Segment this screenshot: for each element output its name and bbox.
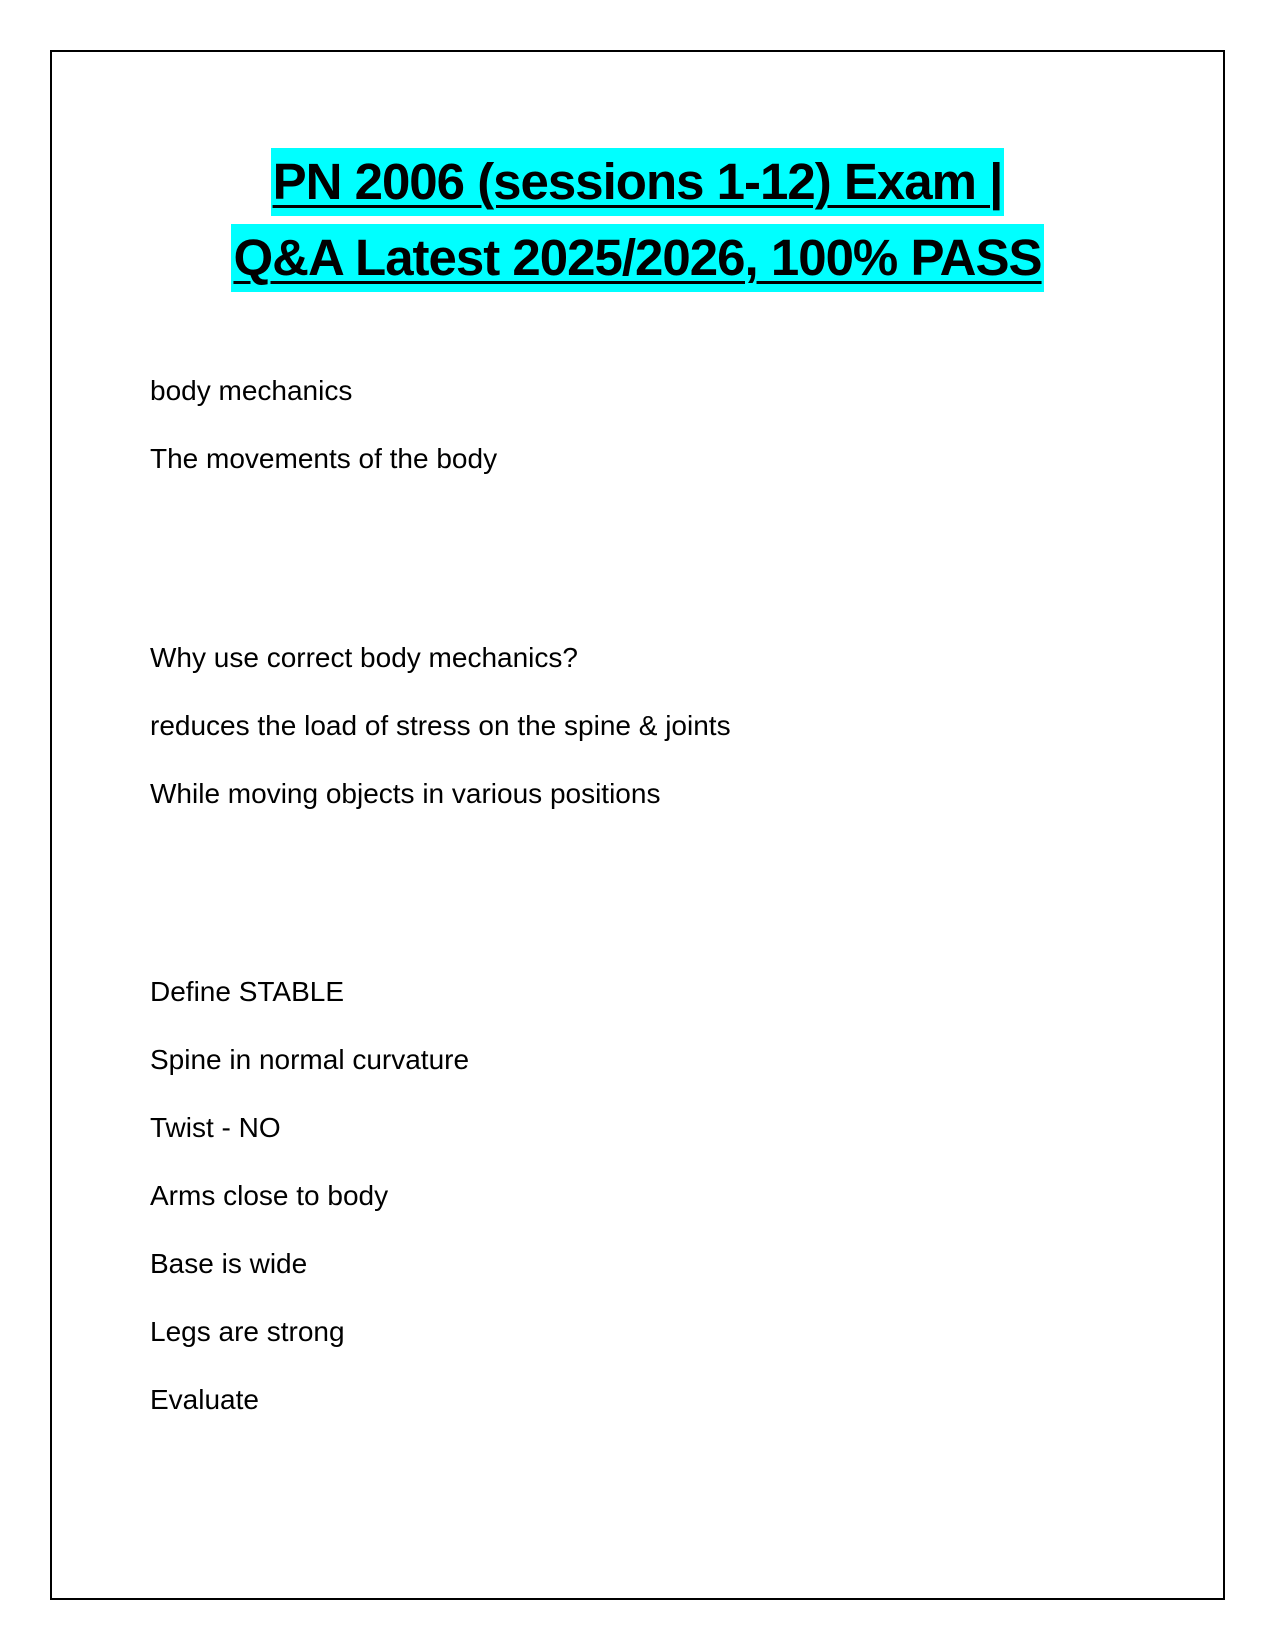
answer-text: Evaluate xyxy=(150,1384,259,1415)
title-line-1: PN 2006 (sessions 1-12) Exam | xyxy=(271,148,1005,216)
document-title xyxy=(50,148,1225,292)
qa-section-define-stable xyxy=(150,975,1150,1451)
question-text: body mechanics xyxy=(150,375,353,406)
title-line-2: Q&A Latest 2025/2026, 100% PASS xyxy=(231,224,1043,292)
question-text: Define STABLE xyxy=(150,976,345,1007)
answer-text: While moving objects in various positions xyxy=(150,778,661,809)
question-text: Why use correct body mechanics? xyxy=(150,642,578,673)
qa-section-body-mechanics xyxy=(150,374,1150,510)
answer-text: Base is wide xyxy=(150,1248,308,1279)
answer-text: Legs are strong xyxy=(150,1316,345,1347)
qa-section-why-body-mechanics xyxy=(150,641,1150,845)
answer-text: Arms close to body xyxy=(150,1180,389,1211)
answer-text: Twist - NO xyxy=(150,1112,281,1143)
answer-text: Spine in normal curvature xyxy=(150,1044,470,1075)
answer-text: reduces the load of stress on the spine & joints xyxy=(150,710,731,741)
answer-text: The movements of the body xyxy=(150,443,498,474)
